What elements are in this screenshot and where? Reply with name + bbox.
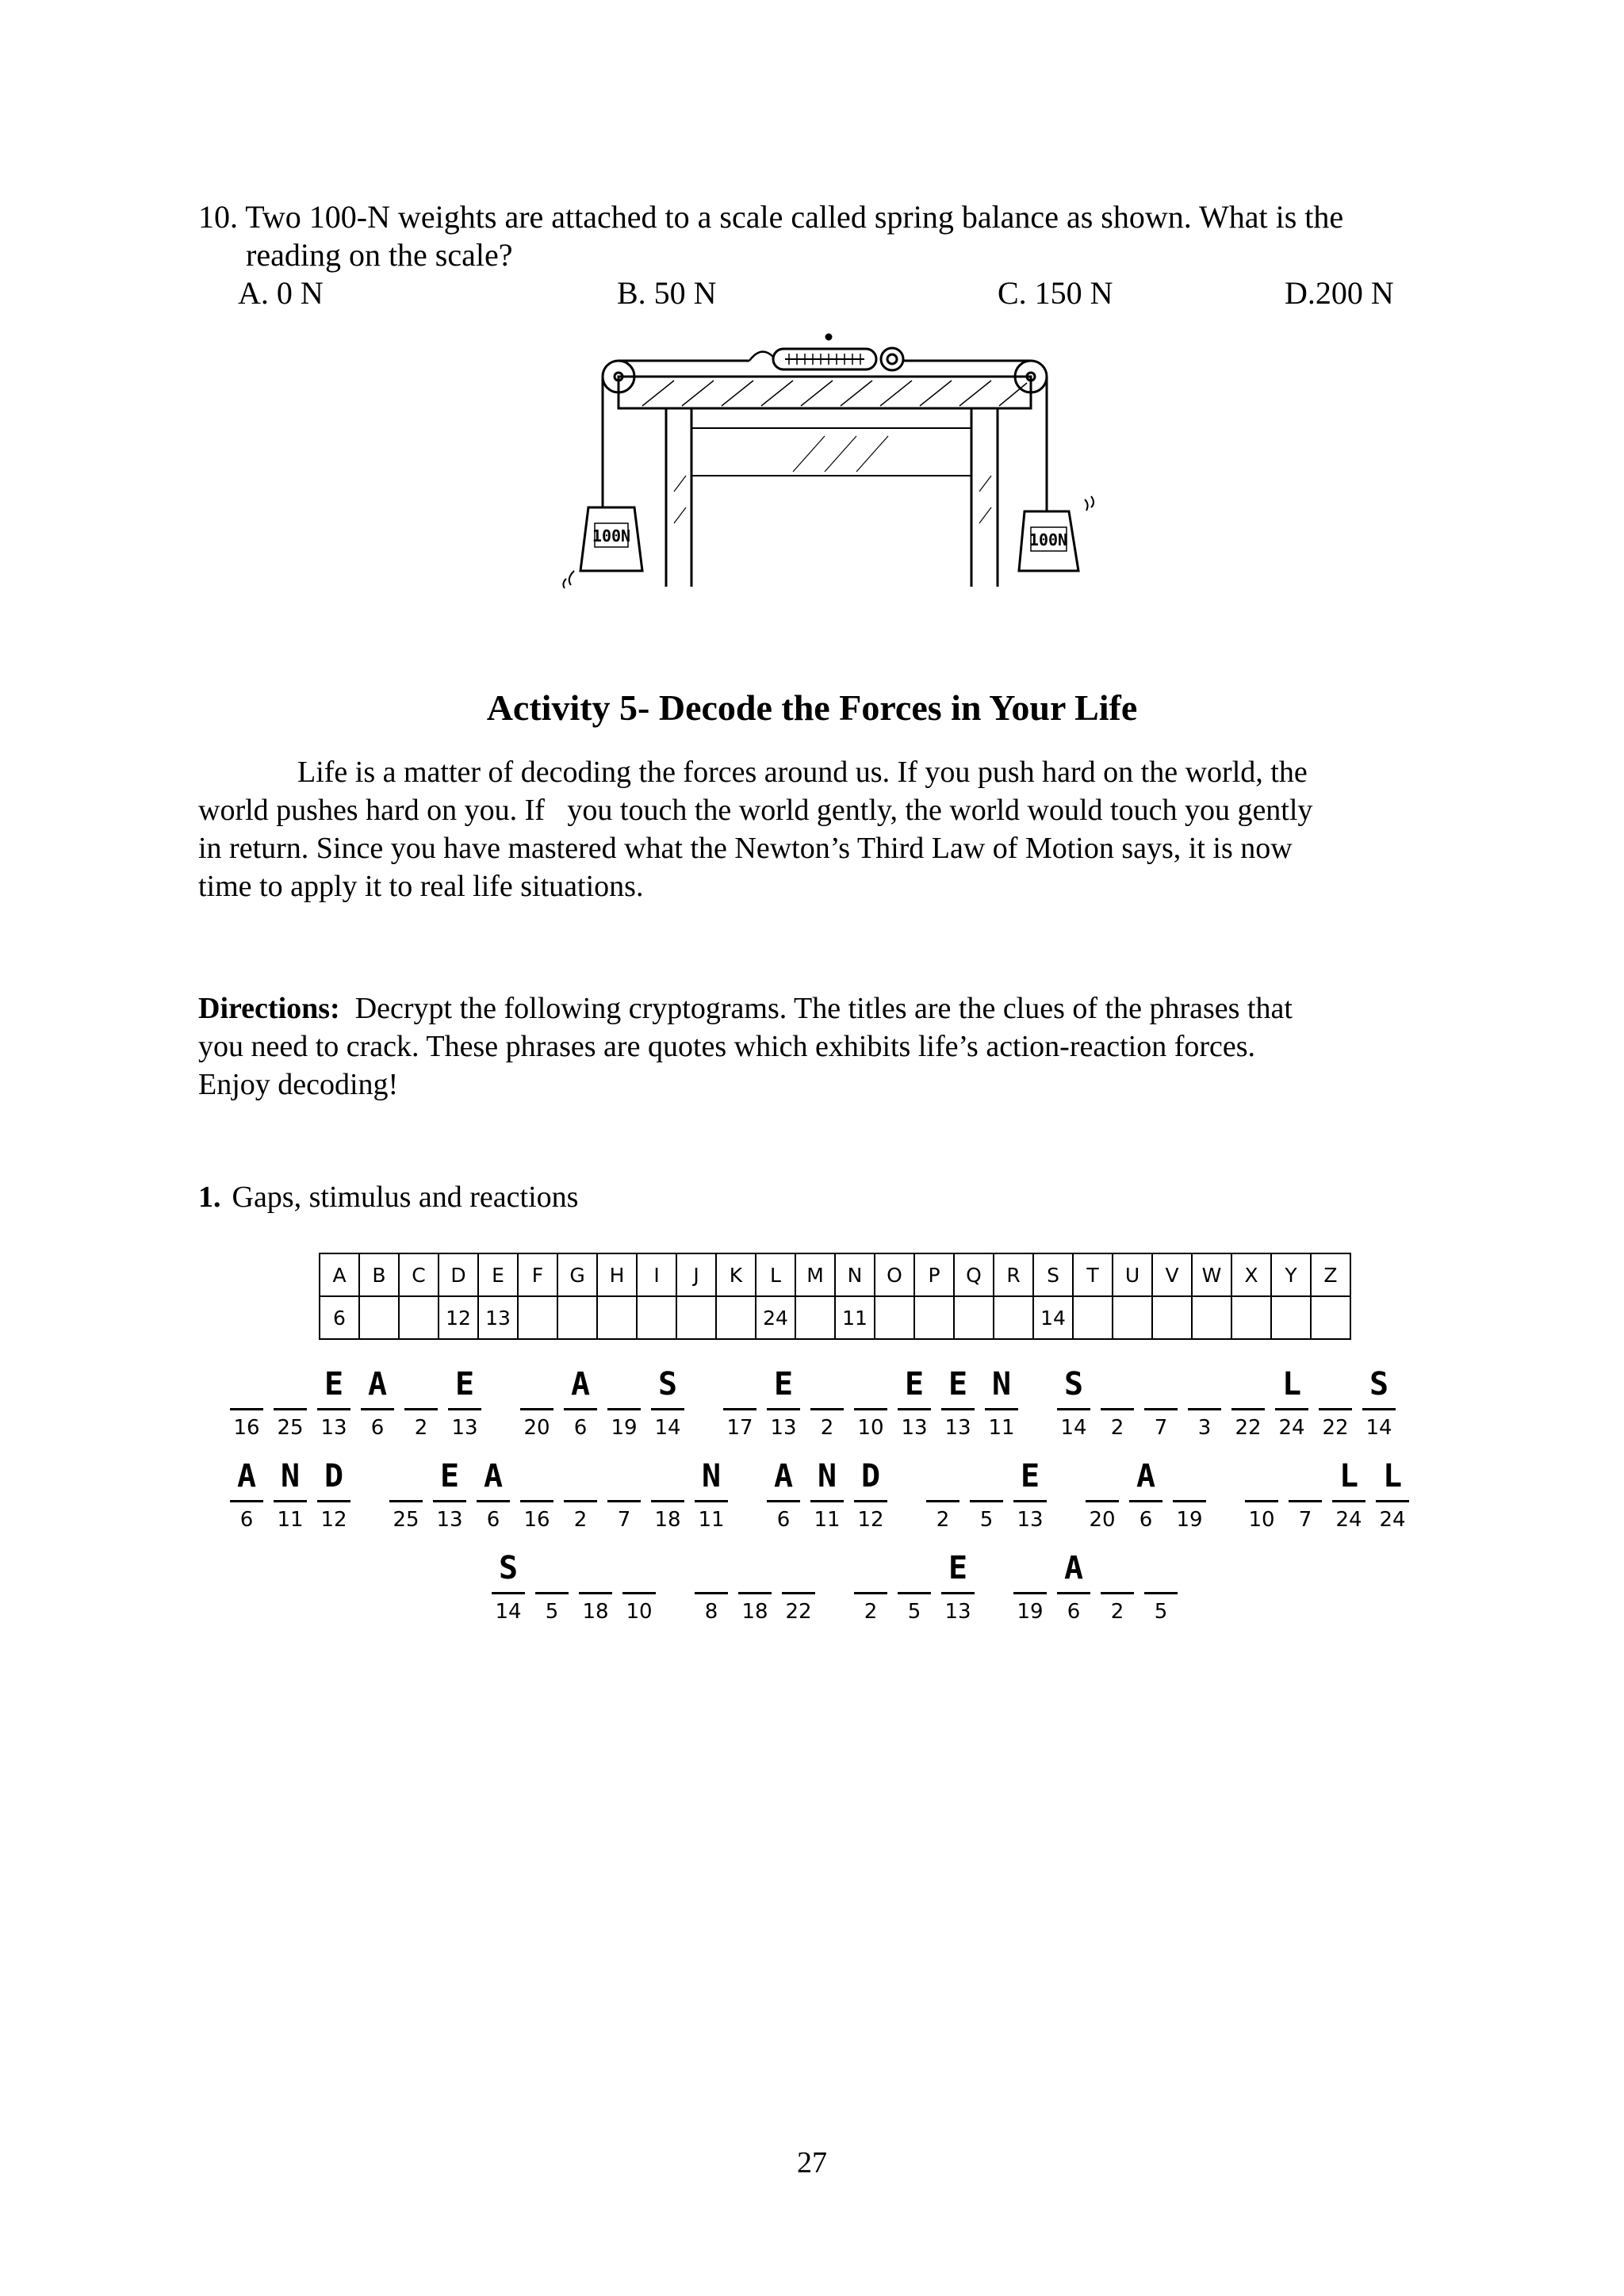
key-letter-cell: Q: [954, 1253, 994, 1296]
slot-blank-line: [564, 1408, 597, 1410]
slot-blank-line: [1086, 1500, 1119, 1502]
slot-letter: [607, 1364, 641, 1405]
question-10: [198, 198, 1435, 274]
slot-letter: D: [860, 1458, 881, 1494]
slot-code-number: 11: [988, 1416, 1015, 1440]
key-letter-row: [320, 1253, 1350, 1296]
slot-letter: [404, 1364, 438, 1405]
slot-letter: S: [657, 1366, 678, 1402]
slot-letter: N: [817, 1458, 837, 1494]
slot-blank-line: [230, 1408, 263, 1410]
slot-letter: L: [1281, 1366, 1302, 1402]
slot-letter: [520, 1364, 553, 1405]
slot-blank-line: [1376, 1500, 1409, 1502]
slot-blank-line: [651, 1500, 684, 1502]
slot-blank-line: [1319, 1408, 1352, 1410]
slot-blank-line: [898, 1592, 931, 1594]
key-number-cell[interactable]: [1113, 1296, 1152, 1339]
page-number: 27: [797, 2146, 827, 2179]
intro-line-1: Life is a matter of decoding the forces around us. If you push hard on the world, the: [297, 756, 1308, 789]
slot-blank-line: [535, 1592, 569, 1594]
key-number-cell[interactable]: [1152, 1296, 1192, 1339]
key-number-cell[interactable]: 13: [478, 1296, 518, 1339]
slot-letter: S: [1063, 1366, 1084, 1402]
key-number-cell[interactable]: [1271, 1296, 1311, 1339]
slot-blank-line: [1245, 1500, 1278, 1502]
key-number-cell[interactable]: 24: [756, 1296, 795, 1339]
key-number-cell[interactable]: [676, 1296, 716, 1339]
slot-blank-line: [1013, 1500, 1047, 1502]
slot-code-number: 13: [901, 1416, 928, 1440]
slot-blank-line: [1129, 1500, 1162, 1502]
key-letter-cell: E: [478, 1253, 518, 1296]
slot-code-number: 16: [523, 1508, 550, 1532]
slot-code-number: 18: [741, 1600, 768, 1624]
key-letter-cell: G: [557, 1253, 597, 1296]
slot-code-number: 5: [1154, 1600, 1168, 1624]
slot-code-number: 2: [820, 1416, 834, 1440]
slot-blank-line: [854, 1500, 887, 1502]
key-number-cell[interactable]: [1192, 1296, 1231, 1339]
key-letter-cell: F: [518, 1253, 557, 1296]
slot-letter: E: [324, 1366, 344, 1402]
slot-code-number: 11: [698, 1508, 725, 1532]
slot-code-number: 7: [617, 1508, 631, 1532]
slot-blank-line: [361, 1408, 394, 1410]
slot-code-number: 6: [776, 1508, 791, 1532]
slot-letter: [1101, 1548, 1134, 1589]
slot-blank-line: [274, 1500, 307, 1502]
slot-letter: [926, 1456, 959, 1497]
slot-code-number: 24: [1335, 1508, 1362, 1532]
key-letter-cell: H: [597, 1253, 637, 1296]
slot-code-number: 13: [770, 1416, 797, 1440]
slot-blank-line: [985, 1408, 1018, 1410]
slot-blank-line: [230, 1500, 263, 1502]
slot-blank-line: [926, 1500, 959, 1502]
slot-blank-line: [1057, 1592, 1090, 1594]
slot-letter: [1188, 1364, 1221, 1405]
slot-letter: E: [1020, 1458, 1040, 1494]
key-letter-cell: J: [676, 1253, 716, 1296]
slot-letter: [1289, 1456, 1322, 1497]
slot-blank-line: [854, 1592, 887, 1594]
slot-letter: A: [1063, 1550, 1084, 1586]
question-10-line1: 10. Two 100-N weights are attached to a scale called spring balance as shown. What is the: [198, 199, 1344, 235]
slot-letter: A: [236, 1458, 257, 1494]
slot-letter: E: [439, 1458, 460, 1494]
slot-letter: [389, 1456, 423, 1497]
directions-line-1: Decrypt the following cryptograms. The titles are the clues of the phrases that: [354, 992, 1293, 1025]
slot-code-number: 5: [979, 1508, 994, 1532]
intro-line-2: world pushes hard on you. If you touch the world gently, the world would touch you gently: [198, 794, 1313, 827]
key-number-cell[interactable]: [914, 1296, 954, 1339]
slot-code-number: 22: [785, 1600, 812, 1624]
slot-blank-line: [651, 1408, 684, 1410]
slot-letter: [1013, 1548, 1047, 1589]
key-letter-cell: U: [1113, 1253, 1152, 1296]
slot-blank-line: [695, 1500, 728, 1502]
slot-code-number: 2: [414, 1416, 428, 1440]
slot-blank-line: [389, 1500, 423, 1502]
answer-choices: [238, 274, 1427, 314]
slot-code-number: 12: [857, 1508, 884, 1532]
table-top: [619, 377, 1031, 408]
slot-blank-line: [941, 1592, 975, 1594]
slot-blank-line: [520, 1408, 553, 1410]
slot-code-number: 14: [1365, 1416, 1392, 1440]
key-letter-cell: P: [914, 1253, 954, 1296]
slot-code-number: 25: [393, 1508, 419, 1532]
slot-blank-line: [404, 1408, 438, 1410]
slot-blank-line: [898, 1408, 931, 1410]
slot-blank-line: [941, 1408, 975, 1410]
slot-code-number: 6: [486, 1508, 500, 1532]
key-letter-cell: O: [875, 1253, 914, 1296]
slot-letter: [520, 1456, 553, 1497]
slot-code-number: 18: [654, 1508, 681, 1532]
slot-code-number: 14: [654, 1416, 681, 1440]
slot-code-number: 6: [573, 1416, 588, 1440]
choice-a: A. 0 N: [238, 275, 324, 311]
slot-letter: [230, 1364, 263, 1405]
slot-letter: E: [948, 1550, 968, 1586]
slot-blank-line: [1231, 1408, 1265, 1410]
slot-code-number: 18: [582, 1600, 609, 1624]
slot-code-number: 5: [907, 1600, 921, 1624]
slot-blank-line: [767, 1408, 800, 1410]
activity-title: Activity 5- Decode the Forces in Your Life: [486, 687, 1138, 728]
slot-letter: [854, 1548, 887, 1589]
slot-letter: [1086, 1456, 1119, 1497]
slot-blank-line: [1275, 1408, 1308, 1410]
slot-letter: [970, 1456, 1003, 1497]
slot-letter: [1173, 1456, 1206, 1497]
key-letter-cell: Y: [1271, 1253, 1311, 1296]
slot-blank-line: [1332, 1500, 1365, 1502]
slot-code-number: 17: [726, 1416, 753, 1440]
code-key-table: [319, 1253, 1351, 1340]
slot-blank-line: [695, 1592, 728, 1594]
slot-letter: E: [904, 1366, 925, 1402]
key-letter-cell: I: [637, 1253, 676, 1296]
slot-letter: [651, 1456, 684, 1497]
slot-code-number: 25: [277, 1416, 304, 1440]
slot-code-number: 7: [1154, 1416, 1168, 1440]
slot-code-number: 2: [1110, 1600, 1124, 1624]
slot-blank-line: [317, 1408, 350, 1410]
slot-code-number: 19: [611, 1416, 638, 1440]
slot-letter: A: [570, 1366, 591, 1402]
choice-c: C. 150 N: [998, 275, 1113, 311]
slot-code-number: 10: [626, 1600, 653, 1624]
slot-blank-line: [607, 1500, 641, 1502]
slot-blank-line: [564, 1500, 597, 1502]
slot-blank-line: [1013, 1592, 1047, 1594]
key-number-cell[interactable]: [1311, 1296, 1350, 1339]
key-letter-cell: Z: [1311, 1253, 1350, 1296]
slot-letter: [695, 1548, 728, 1589]
slot-letter: L: [1382, 1458, 1403, 1494]
key-number-cell[interactable]: [518, 1296, 557, 1339]
slot-code-number: 11: [277, 1508, 304, 1532]
slot-letter: A: [773, 1458, 794, 1494]
slot-blank-line: [492, 1592, 525, 1594]
directions-line-2: you need to crack. These phrases are quotes which exhibits life’s action-reaction forces.: [198, 1030, 1256, 1063]
slot-letter: [622, 1548, 656, 1589]
slot-code-number: 6: [1139, 1508, 1153, 1532]
key-number-cell[interactable]: [795, 1296, 835, 1339]
key-number-cell[interactable]: [637, 1296, 676, 1339]
slot-code-number: 2: [864, 1600, 878, 1624]
slot-code-number: 13: [320, 1416, 347, 1440]
slot-letter: [274, 1364, 307, 1405]
key-letter-cell: C: [399, 1253, 439, 1296]
key-letter-cell: V: [1152, 1253, 1192, 1296]
slot-letter: [607, 1456, 641, 1497]
slot-code-number: 12: [320, 1508, 347, 1532]
slot-blank-line: [810, 1408, 844, 1410]
slot-letter: N: [280, 1458, 301, 1494]
slot-blank-line: [607, 1408, 641, 1410]
slot-blank-line: [579, 1592, 612, 1594]
slot-code-number: 3: [1197, 1416, 1212, 1440]
slot-code-number: 24: [1379, 1508, 1406, 1532]
key-letter-cell: M: [795, 1253, 835, 1296]
slot-letter: A: [367, 1366, 388, 1402]
slot-code-number: 7: [1298, 1508, 1312, 1532]
key-number-cell[interactable]: 12: [439, 1296, 478, 1339]
intro-paragraph: [198, 753, 1435, 905]
key-number-cell[interactable]: [954, 1296, 994, 1339]
slot-blank-line: [1144, 1592, 1178, 1594]
slot-letter: [1245, 1456, 1278, 1497]
slot-letter: [738, 1548, 772, 1589]
key-number-cell[interactable]: 11: [835, 1296, 875, 1339]
key-letter-cell: N: [835, 1253, 875, 1296]
key-number-row: [320, 1296, 1350, 1339]
slot-blank-line: [782, 1592, 815, 1594]
key-number-cell[interactable]: [875, 1296, 914, 1339]
slot-letter: A: [483, 1458, 504, 1494]
slot-code-number: 20: [1089, 1508, 1116, 1532]
slot-blank-line: [1101, 1408, 1134, 1410]
weight-left-label: 100N: [592, 526, 631, 545]
intro-line-3: in return. Since you have mastered what the Newton’s Third Law of Motion says, it is now: [198, 832, 1293, 865]
slot-blank-line: [477, 1500, 510, 1502]
slot-blank-line: [1144, 1408, 1178, 1410]
key-letter-cell: A: [320, 1253, 359, 1296]
slot-letter: [535, 1548, 569, 1589]
slot-code-number: 13: [944, 1416, 971, 1440]
cryptogram: [0, 1364, 1624, 1633]
key-number-cell[interactable]: 14: [1033, 1296, 1073, 1339]
slot-letter: [898, 1548, 931, 1589]
slot-code-number: 20: [523, 1416, 550, 1440]
slot-letter: A: [1136, 1458, 1156, 1494]
key-letter-cell: W: [1192, 1253, 1231, 1296]
spring-balance-figure: [555, 333, 1094, 595]
item-1-number: 1.: [198, 1181, 221, 1214]
slot-letter: N: [701, 1458, 722, 1494]
slot-code-number: 6: [1067, 1600, 1081, 1624]
key-number-cell[interactable]: [1073, 1296, 1113, 1339]
slot-blank-line: [448, 1408, 481, 1410]
slot-code-number: 13: [451, 1416, 478, 1440]
key-letter-cell: L: [756, 1253, 795, 1296]
slot-blank-line: [767, 1500, 800, 1502]
slot-letter: [810, 1364, 844, 1405]
slot-code-number: 10: [1248, 1508, 1275, 1532]
slot-code-number: 6: [370, 1416, 385, 1440]
slot-code-number: 6: [239, 1508, 254, 1532]
directions-line-3: Enjoy decoding!: [198, 1068, 399, 1101]
table-leg-left: [666, 408, 691, 587]
slot-blank-line: [520, 1500, 553, 1502]
key-number-cell[interactable]: [994, 1296, 1033, 1339]
slot-code-number: 22: [1322, 1416, 1349, 1440]
slot-blank-line: [738, 1592, 772, 1594]
slot-code-number: 13: [436, 1508, 463, 1532]
key-letter-cell: D: [439, 1253, 478, 1296]
key-number-cell[interactable]: [597, 1296, 637, 1339]
slot-letter: [1231, 1364, 1265, 1405]
key-number-cell[interactable]: [399, 1296, 439, 1339]
slot-letter: N: [991, 1366, 1012, 1402]
directions: [198, 989, 1435, 1104]
directions-label: Directions:: [198, 992, 340, 1025]
weight-right-label: 100N: [1028, 530, 1068, 549]
slot-code-number: 14: [495, 1600, 522, 1624]
slot-letter: [854, 1364, 887, 1405]
slot-code-number: 11: [814, 1508, 841, 1532]
key-letter-cell: K: [716, 1253, 756, 1296]
slot-code-number: 14: [1060, 1416, 1087, 1440]
slot-code-number: 10: [857, 1416, 884, 1440]
slot-letter: [1144, 1548, 1178, 1589]
key-letter-cell: B: [359, 1253, 399, 1296]
key-number-cell[interactable]: [1231, 1296, 1271, 1339]
slot-letter: E: [948, 1366, 968, 1402]
slot-letter: [1319, 1364, 1352, 1405]
slot-blank-line: [317, 1500, 350, 1502]
slot-code-number: 5: [545, 1600, 559, 1624]
slot-blank-line: [970, 1500, 1003, 1502]
key-number-cell[interactable]: [557, 1296, 597, 1339]
question-10-line2: reading on the scale?: [246, 237, 513, 273]
slot-letter: L: [1339, 1458, 1359, 1494]
slot-blank-line: [1101, 1592, 1134, 1594]
choice-b: B. 50 N: [617, 275, 717, 311]
slot-blank-line: [1188, 1408, 1221, 1410]
slot-letter: E: [454, 1366, 475, 1402]
slot-code-number: 2: [573, 1508, 588, 1532]
slot-letter: S: [498, 1550, 519, 1586]
slot-code-number: 13: [1017, 1508, 1044, 1532]
key-letter-cell: S: [1033, 1253, 1073, 1296]
slot-blank-line: [1362, 1408, 1396, 1410]
slot-blank-line: [274, 1408, 307, 1410]
item-1-heading: [198, 1180, 578, 1215]
slot-letter: [564, 1456, 597, 1497]
slot-code-number: 16: [233, 1416, 260, 1440]
slot-letter: [1101, 1364, 1134, 1405]
table-leg-right: [971, 408, 998, 587]
slot-blank-line: [854, 1408, 887, 1410]
slot-code-number: 13: [944, 1600, 971, 1624]
key-letter-cell: R: [994, 1253, 1033, 1296]
slot-code-number: 2: [1110, 1416, 1124, 1440]
slot-blank-line: [723, 1408, 756, 1410]
slot-blank-line: [1289, 1500, 1322, 1502]
slot-code-number: 2: [936, 1508, 950, 1532]
slot-code-number: 8: [704, 1600, 718, 1624]
slot-letter: [1144, 1364, 1178, 1405]
intro-line-4: time to apply it to real life situations.: [198, 870, 644, 903]
slot-blank-line: [810, 1500, 844, 1502]
item-1-title: Gaps, stimulus and reactions: [232, 1181, 579, 1214]
slot-letter: [723, 1364, 756, 1405]
slot-code-number: 22: [1235, 1416, 1262, 1440]
key-letter-cell: T: [1073, 1253, 1113, 1296]
slot-blank-line: [433, 1500, 466, 1502]
slot-letter: D: [324, 1458, 344, 1494]
key-number-cell[interactable]: 6: [320, 1296, 359, 1339]
slot-letter: [579, 1548, 612, 1589]
choice-d: D.200 N: [1285, 275, 1394, 311]
slot-code-number: 24: [1278, 1416, 1305, 1440]
slot-letter: S: [1369, 1366, 1389, 1402]
slot-blank-line: [1057, 1408, 1090, 1410]
key-number-cell[interactable]: [359, 1296, 399, 1339]
slot-code-number: 19: [1176, 1508, 1203, 1532]
slot-blank-line: [1173, 1500, 1206, 1502]
key-letter-cell: X: [1231, 1253, 1271, 1296]
key-number-cell[interactable]: [716, 1296, 756, 1339]
slot-code-number: 19: [1017, 1600, 1044, 1624]
slot-letter: E: [773, 1366, 794, 1402]
slot-blank-line: [622, 1592, 656, 1594]
slot-letter: [782, 1548, 815, 1589]
